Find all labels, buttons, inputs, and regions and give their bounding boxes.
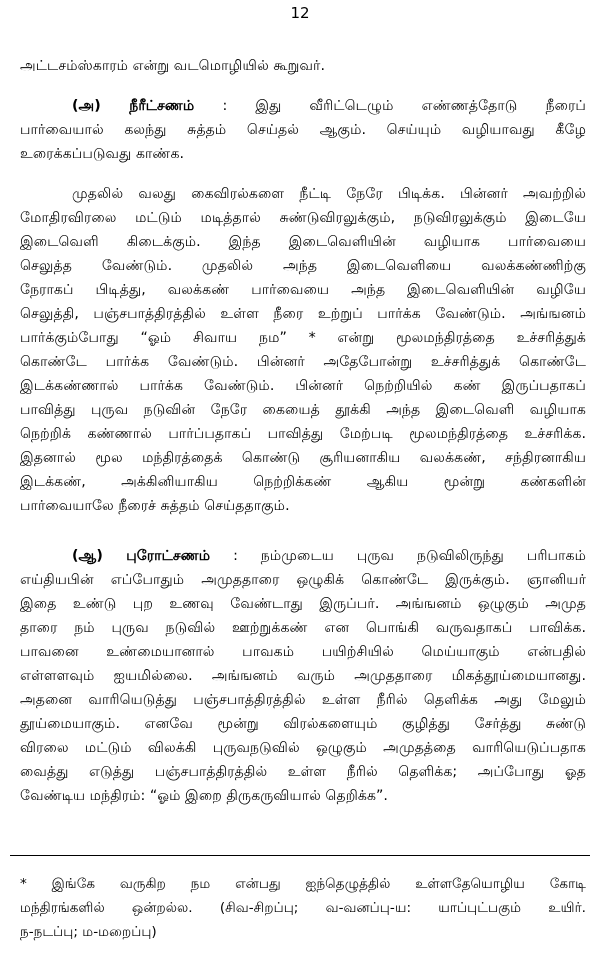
section-aa-heading: (ஆ) புரோட்சணம் — [72, 548, 211, 564]
section-aa-line: இதை உண்டு புற உணவு வேண்டாது இருப்பர். அங்ஙனம் ஒழுகும் அமுத — [20, 596, 586, 612]
paragraph-line: இடக்கண்ணால் பார்க்க வேண்டும். பின்னர் நெற்றியில் கண் இருப்பதாகப் — [20, 378, 586, 394]
footnote-divider — [10, 855, 590, 856]
section-aa-line: எய்தியபின் எப்போதும் அமுததாரை ஒழுகிக் கொண்டே இருக்கும். ஞானியர் — [20, 572, 586, 588]
paragraph-line: செலுத்தி, பஞ்சபாத்திரத்தில் உள்ள நீரை உற்றுப் பார்க்க வேண்டும். அங்ஙனம் — [20, 306, 586, 322]
paragraph-line: இடக்கண், அக்கினியாகிய நெற்றிக்கண் ஆகிய மூன்று கண்களின் — [20, 474, 586, 490]
section-aa-line: வைத்து எடுத்து பஞ்சபாத்திரத்தில் உள்ள நீரில் தெளிக்க; அப்போது ஓத — [20, 764, 586, 780]
section-aa-line: தாரை நம் புருவ நடுவில் ஊற்றுக்கண் என பொங்கி வருவதாகப் பாவிக்க. — [20, 620, 586, 636]
section-aa-line: விரலை மட்டும் விலக்கி புருவநடுவில் ஒழுகும் அமுதத்தை வாரியெடுப்பதாக — [20, 740, 586, 756]
section-aa-line: எள்ளளவும் ஐயமில்லை. அங்ஙனம் வரும் அமுததாரை மிகத்தூய்மையானது. — [20, 668, 586, 684]
paragraph-line: பார்க்கும்போது “ஓம் சிவாய நம” * என்று மூலமந்திரத்தை உச்சரித்துக் — [20, 330, 586, 346]
paragraph-line: நெற்றிக் கண்ணால் பார்ப்பதாகப் பாவித்து மேற்படி மூலமந்திரத்தை உச்சரிக்க. — [20, 426, 586, 442]
section-aa-line: அதனை வாரியெடுத்து பஞ்சபாத்திரத்தில் உள்ள நீரில் தெளிக்க அது மேலும் — [20, 692, 586, 708]
section-aa-line: வேண்டிய மந்திரம்: “ஓம் இறை திருகருவியால் தெறிக்க”. — [20, 788, 388, 804]
paragraph-line: மோதிரவிரலை மட்டும் மடித்தால் சுண்டுவிரலுக்கும், நடுவிரலுக்கும் இடையே — [20, 210, 586, 226]
section-aa-line: பாவனை உண்மையானால் பாவகம் பயிற்சியில் மெய்யாகும் என்பதில் — [20, 644, 586, 660]
section-a-heading: (அ) நீரீட்சணம் — [72, 98, 195, 114]
paragraph-line: கொண்டே பார்க்க வேண்டும். பின்னர் அதேபோன்று உச்சரித்துக் கொண்டே — [20, 354, 586, 370]
section-a-first-line — [72, 94, 586, 118]
section-a-lead: : இது வீரிட்டெழும் எண்ணத்தோடு நீரைப் — [194, 98, 586, 114]
section-a-line: பார்வையால் கலந்து சுத்தம் செய்தல் ஆகும். செய்யும் வழியாவது கீழே — [20, 122, 586, 138]
footnote-line: * இங்கே வருகிற நம என்பது ஐந்தெழுத்தில் உள்ளதேயொழிய கோடி — [20, 876, 586, 892]
footnote-line: ந-நடப்பு; ம-மறைப்பு) — [20, 924, 157, 940]
section-a-line: உரைக்கப்படுவது காண்க. — [20, 146, 185, 162]
paragraph-line: பாவித்து புருவ நடுவின் நேரே கையைத் தூக்கி அந்த இடைவெளி வழியாக — [20, 402, 586, 418]
paragraph-line: செலுத்த வேண்டும். முதலில் அந்த இடைவெளியை வலக்கண்ணிற்கு — [20, 258, 586, 274]
paragraph-line: இதனால் மூல மந்திரத்தைக் கொண்டு சூரியனாகிய வலக்கண், சந்திரனாகிய — [20, 450, 586, 466]
paragraph-line: முதலில் வலது கைவிரல்களை நீட்டி நேரே பிடிக்க. பின்னர் அவற்றில் — [72, 186, 586, 202]
opening-line: அட்டசம்ஸ்காரம் என்று வடமொழியில் கூறுவர். — [20, 58, 325, 74]
section-aa-lead: : நம்முடைய புருவ நடுவிலிருந்து பரிபாகம் — [210, 548, 586, 564]
page-number: 12 — [290, 4, 310, 22]
paragraph-line: இடைவெளி கிடைக்கும். இந்த இடைவெளியின் வழியாக பார்வையை — [20, 234, 586, 250]
footnote-line: மந்திரங்களில் ஒன்றல்ல. (சிவ-சிறப்பு; வ-வனப்பு-ய: யாப்புட்பகும் உயிர். — [20, 900, 586, 916]
paragraph-line: பார்வையாலே நீரைச் சுத்தம் செய்ததாகும். — [20, 498, 290, 514]
section-aa-first-line — [72, 544, 586, 568]
section-aa-line: தூய்மையாகும். எனவே மூன்று விரல்களையும் குழித்து சேர்த்து சுண்டு — [20, 716, 586, 732]
paragraph-line: நேராகப் பிடித்து, வலக்கண் பார்வையை அந்த இடைவெளியின் வழியே — [20, 282, 586, 298]
